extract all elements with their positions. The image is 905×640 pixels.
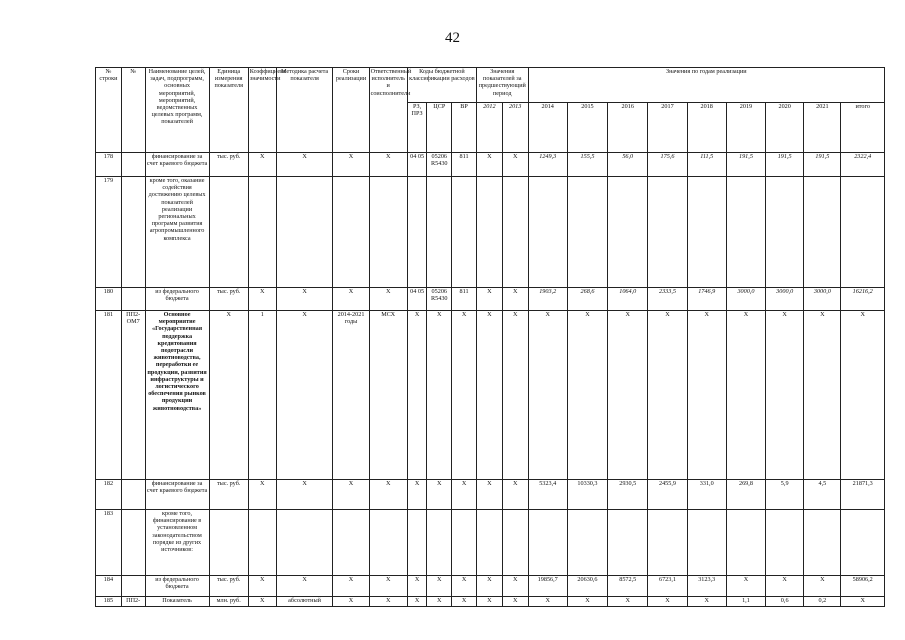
header-year: 2014 bbox=[528, 103, 567, 153]
row-value: 175,6 bbox=[648, 153, 687, 177]
row-rz: Х bbox=[407, 597, 427, 607]
row-code bbox=[121, 576, 145, 597]
row-2012: Х bbox=[476, 597, 502, 607]
row-name: Основное мероприятие «Государственная поддержка кредитования подотрасли животноводства, переработки ее продукции, развития инфраструктуры и логистического обеспечения рынков продукции животноводства» bbox=[145, 311, 209, 480]
row-cell-empty bbox=[476, 177, 502, 288]
row-2012: Х bbox=[476, 576, 502, 597]
row-cell-empty bbox=[452, 510, 477, 576]
header-year: 2021 bbox=[804, 103, 841, 153]
row-unit: тыс. руб. bbox=[209, 480, 248, 510]
row-value: Х bbox=[726, 311, 765, 480]
table-row bbox=[96, 510, 885, 576]
row-2013: Х bbox=[502, 480, 528, 510]
row-2012: Х bbox=[476, 153, 502, 177]
row-code: ПП2-ОМ7 bbox=[121, 311, 145, 480]
row-value: 1064,0 bbox=[608, 288, 648, 311]
row-value: Х bbox=[766, 576, 804, 597]
row-rz: Х bbox=[407, 576, 427, 597]
row-value: 10330,3 bbox=[567, 480, 607, 510]
row-value: 1746,9 bbox=[687, 288, 726, 311]
header-year: 2015 bbox=[567, 103, 607, 153]
row-cell-empty bbox=[427, 177, 452, 288]
row-value: 191,5 bbox=[804, 153, 841, 177]
row-value: 56,0 bbox=[608, 153, 648, 177]
header-year: 2017 bbox=[648, 103, 687, 153]
row-cell-empty bbox=[608, 510, 648, 576]
row-value: Х bbox=[726, 576, 765, 597]
row-method: Х bbox=[276, 288, 333, 311]
header-responsible: Ответственный исполнитель и соисполнители bbox=[369, 68, 407, 153]
row-cell-empty bbox=[648, 177, 687, 288]
row-cell-empty bbox=[407, 177, 427, 288]
row-value: Х bbox=[687, 311, 726, 480]
row-value: 269,8 bbox=[726, 480, 765, 510]
row-number: 185 bbox=[96, 597, 122, 607]
row-cell-empty bbox=[567, 177, 607, 288]
row-value: 3000,0 bbox=[804, 288, 841, 311]
row-csr: Х bbox=[427, 311, 452, 480]
row-cell-empty bbox=[567, 510, 607, 576]
header-no: № bbox=[121, 68, 145, 153]
row-value: Х bbox=[648, 597, 687, 607]
header-previous-period: Значения показателей за предшествующий период bbox=[476, 68, 528, 103]
page-number: 42 bbox=[445, 30, 460, 46]
row-total: 21871,3 bbox=[841, 480, 885, 510]
row-value: 191,5 bbox=[726, 153, 765, 177]
table-row bbox=[96, 153, 885, 177]
row-2013: Х bbox=[502, 288, 528, 311]
row-name: кроме того, финансирование в установленном законодательством порядке из других источников: bbox=[145, 510, 209, 576]
row-number: 179 bbox=[96, 177, 122, 288]
row-number: 183 bbox=[96, 510, 122, 576]
row-name: из федерального бюджета bbox=[145, 576, 209, 597]
row-value: 6723,1 bbox=[648, 576, 687, 597]
row-method: Х bbox=[276, 153, 333, 177]
row-value: 0,6 bbox=[766, 597, 804, 607]
row-value: 8572,5 bbox=[608, 576, 648, 597]
table-row bbox=[96, 311, 885, 480]
row-2012: Х bbox=[476, 311, 502, 480]
row-cell-empty bbox=[452, 177, 477, 288]
row-code bbox=[121, 480, 145, 510]
row-terms: Х bbox=[333, 597, 369, 607]
row-vr: Х bbox=[452, 576, 477, 597]
row-value: 3123,3 bbox=[687, 576, 726, 597]
row-csr: Х bbox=[427, 480, 452, 510]
row-vr: Х bbox=[452, 597, 477, 607]
header-coefficient: Коэффициент значимости bbox=[248, 68, 276, 153]
row-responsible: Х bbox=[369, 597, 407, 607]
row-cell-empty bbox=[476, 510, 502, 576]
row-coefficient: Х bbox=[248, 153, 276, 177]
row-cell-empty bbox=[502, 177, 528, 288]
row-responsible: Х bbox=[369, 480, 407, 510]
table-row bbox=[96, 480, 885, 510]
row-csr: Х bbox=[427, 576, 452, 597]
row-terms: Х bbox=[333, 576, 369, 597]
row-number: 184 bbox=[96, 576, 122, 597]
row-rz: Х bbox=[407, 480, 427, 510]
header-year: 2020 bbox=[766, 103, 804, 153]
row-name: из федерального бюджета bbox=[145, 288, 209, 311]
row-value: 1,1 bbox=[726, 597, 765, 607]
row-cell-empty bbox=[369, 177, 407, 288]
row-2013: Х bbox=[502, 597, 528, 607]
row-coefficient: 1 bbox=[248, 311, 276, 480]
header-unit: Единица измерения показателя bbox=[209, 68, 248, 153]
header-year-2012: 2012 bbox=[476, 103, 502, 153]
row-method: Х bbox=[276, 480, 333, 510]
row-cell-empty bbox=[766, 177, 804, 288]
row-cell-empty bbox=[726, 510, 765, 576]
row-total: Х bbox=[841, 597, 885, 607]
row-rz: Х bbox=[407, 311, 427, 480]
row-cell-empty bbox=[608, 177, 648, 288]
row-cell-empty bbox=[804, 177, 841, 288]
row-value: Х bbox=[608, 311, 648, 480]
row-2013: Х bbox=[502, 311, 528, 480]
header-row-no: № строки bbox=[96, 68, 122, 153]
row-unit: тыс. руб. bbox=[209, 576, 248, 597]
row-cell-empty bbox=[528, 510, 567, 576]
table-row bbox=[96, 288, 885, 311]
header-csr: ЦСР bbox=[427, 103, 452, 153]
row-vr: Х bbox=[452, 311, 477, 480]
row-2013: Х bbox=[502, 576, 528, 597]
table-row bbox=[96, 597, 885, 607]
row-code bbox=[121, 177, 145, 288]
row-value: 331,0 bbox=[687, 480, 726, 510]
row-cell-empty bbox=[333, 510, 369, 576]
row-value: 5323,4 bbox=[528, 480, 567, 510]
row-value: 4,5 bbox=[804, 480, 841, 510]
row-cell-empty bbox=[841, 177, 885, 288]
header-rz: РЗ, ПРЗ bbox=[407, 103, 427, 153]
row-value: 2333,5 bbox=[648, 288, 687, 311]
row-code bbox=[121, 510, 145, 576]
row-value: 268,6 bbox=[567, 288, 607, 311]
row-number: 182 bbox=[96, 480, 122, 510]
row-value: 2455,9 bbox=[648, 480, 687, 510]
row-total: Х bbox=[841, 311, 885, 480]
row-cell-empty bbox=[276, 177, 333, 288]
header-years-group: Значения по годам реализации bbox=[528, 68, 884, 103]
row-csr: 05206 R5430 bbox=[427, 288, 452, 311]
header-year: 2018 bbox=[687, 103, 726, 153]
row-value: Х bbox=[804, 311, 841, 480]
header-budget-codes: Коды бюджетной классификации расходов bbox=[407, 68, 476, 103]
row-name: Показатель bbox=[145, 597, 209, 607]
row-cell-empty bbox=[726, 177, 765, 288]
row-cell-empty bbox=[841, 510, 885, 576]
budget-indicators-table bbox=[95, 67, 885, 607]
row-method: Х bbox=[276, 576, 333, 597]
row-vr: 811 bbox=[452, 288, 477, 311]
row-value: Х bbox=[528, 311, 567, 480]
header-name: Наименование целей, задач, подпрограмм, основных мероприятий, мероприятий, ведомственных целевых программ, показателей bbox=[145, 68, 209, 153]
row-value: 20630,6 bbox=[567, 576, 607, 597]
row-coefficient: Х bbox=[248, 480, 276, 510]
header-year: 2016 bbox=[608, 103, 648, 153]
row-cell-empty bbox=[766, 510, 804, 576]
header-method: Методика расчета показателя bbox=[276, 68, 333, 153]
row-responsible: Х bbox=[369, 576, 407, 597]
row-value: 1249,3 bbox=[528, 153, 567, 177]
row-total: 16216,2 bbox=[841, 288, 885, 311]
row-value: 191,5 bbox=[766, 153, 804, 177]
row-coefficient: Х bbox=[248, 576, 276, 597]
row-rz: 04 05 bbox=[407, 153, 427, 177]
row-value: Х bbox=[567, 311, 607, 480]
row-name: финансирование за счет краевого бюджета bbox=[145, 153, 209, 177]
header-vr: ВР bbox=[452, 103, 477, 153]
row-name: финансирование за счет краевого бюджета bbox=[145, 480, 209, 510]
row-value: Х bbox=[766, 311, 804, 480]
row-csr: Х bbox=[427, 597, 452, 607]
row-value: 3000,0 bbox=[726, 288, 765, 311]
row-value: 19856,7 bbox=[528, 576, 567, 597]
table-row bbox=[96, 576, 885, 597]
row-cell-empty bbox=[276, 510, 333, 576]
row-number: 178 bbox=[96, 153, 122, 177]
row-cell-empty bbox=[369, 510, 407, 576]
row-terms: Х bbox=[333, 153, 369, 177]
row-terms: 2014-2021 годы bbox=[333, 311, 369, 480]
row-cell-empty bbox=[248, 177, 276, 288]
row-2012: Х bbox=[476, 288, 502, 311]
row-responsible: Х bbox=[369, 153, 407, 177]
row-cell-empty bbox=[333, 177, 369, 288]
row-cell-empty bbox=[209, 177, 248, 288]
row-value: 155,5 bbox=[567, 153, 607, 177]
row-value: 1903,2 bbox=[528, 288, 567, 311]
header-total: итого bbox=[841, 103, 885, 153]
row-cell-empty bbox=[687, 177, 726, 288]
row-unit: млн. руб. bbox=[209, 597, 248, 607]
row-value: Х bbox=[687, 597, 726, 607]
row-code: ПП2- bbox=[121, 597, 145, 607]
row-responsible: МСХ bbox=[369, 311, 407, 480]
row-unit: Х bbox=[209, 311, 248, 480]
row-2012: Х bbox=[476, 480, 502, 510]
row-vr: Х bbox=[452, 480, 477, 510]
row-rz: 04 05 bbox=[407, 288, 427, 311]
row-method: Х bbox=[276, 311, 333, 480]
row-code bbox=[121, 288, 145, 311]
row-value: Х bbox=[528, 597, 567, 607]
row-cell-empty bbox=[528, 177, 567, 288]
header-terms: Сроки реализации bbox=[333, 68, 369, 153]
row-value: Х bbox=[608, 597, 648, 607]
row-number: 181 bbox=[96, 311, 122, 480]
row-value: 111,5 bbox=[687, 153, 726, 177]
header-row bbox=[96, 68, 885, 103]
row-value: 3000,0 bbox=[766, 288, 804, 311]
row-csr: 05206 R5430 bbox=[427, 153, 452, 177]
table-row bbox=[96, 177, 885, 288]
row-value: 0,2 bbox=[804, 597, 841, 607]
row-2013: Х bbox=[502, 153, 528, 177]
row-coefficient: Х bbox=[248, 288, 276, 311]
header-year-2013: 2013 bbox=[502, 103, 528, 153]
row-value: Х bbox=[648, 311, 687, 480]
row-cell-empty bbox=[209, 510, 248, 576]
row-method: абсолютный bbox=[276, 597, 333, 607]
row-value: Х bbox=[567, 597, 607, 607]
row-number: 180 bbox=[96, 288, 122, 311]
row-vr: 811 bbox=[452, 153, 477, 177]
row-cell-empty bbox=[502, 510, 528, 576]
row-unit: тыс. руб. bbox=[209, 288, 248, 311]
header-year: 2019 bbox=[726, 103, 765, 153]
row-terms: Х bbox=[333, 288, 369, 311]
row-value: 5,9 bbox=[766, 480, 804, 510]
row-cell-empty bbox=[804, 510, 841, 576]
row-terms: Х bbox=[333, 480, 369, 510]
row-cell-empty bbox=[687, 510, 726, 576]
row-value: 2930,5 bbox=[608, 480, 648, 510]
row-cell-empty bbox=[648, 510, 687, 576]
row-value: Х bbox=[804, 576, 841, 597]
row-name: кроме того, оказание содействия достижению целевых показателей реализации региональных программ развития агропромышленного комплекса bbox=[145, 177, 209, 288]
row-total: 2322,4 bbox=[841, 153, 885, 177]
row-code bbox=[121, 153, 145, 177]
row-unit: тыс. руб. bbox=[209, 153, 248, 177]
row-cell-empty bbox=[248, 510, 276, 576]
row-cell-empty bbox=[407, 510, 427, 576]
row-total: 58906,2 bbox=[841, 576, 885, 597]
row-coefficient: Х bbox=[248, 597, 276, 607]
row-responsible: Х bbox=[369, 288, 407, 311]
row-cell-empty bbox=[427, 510, 452, 576]
